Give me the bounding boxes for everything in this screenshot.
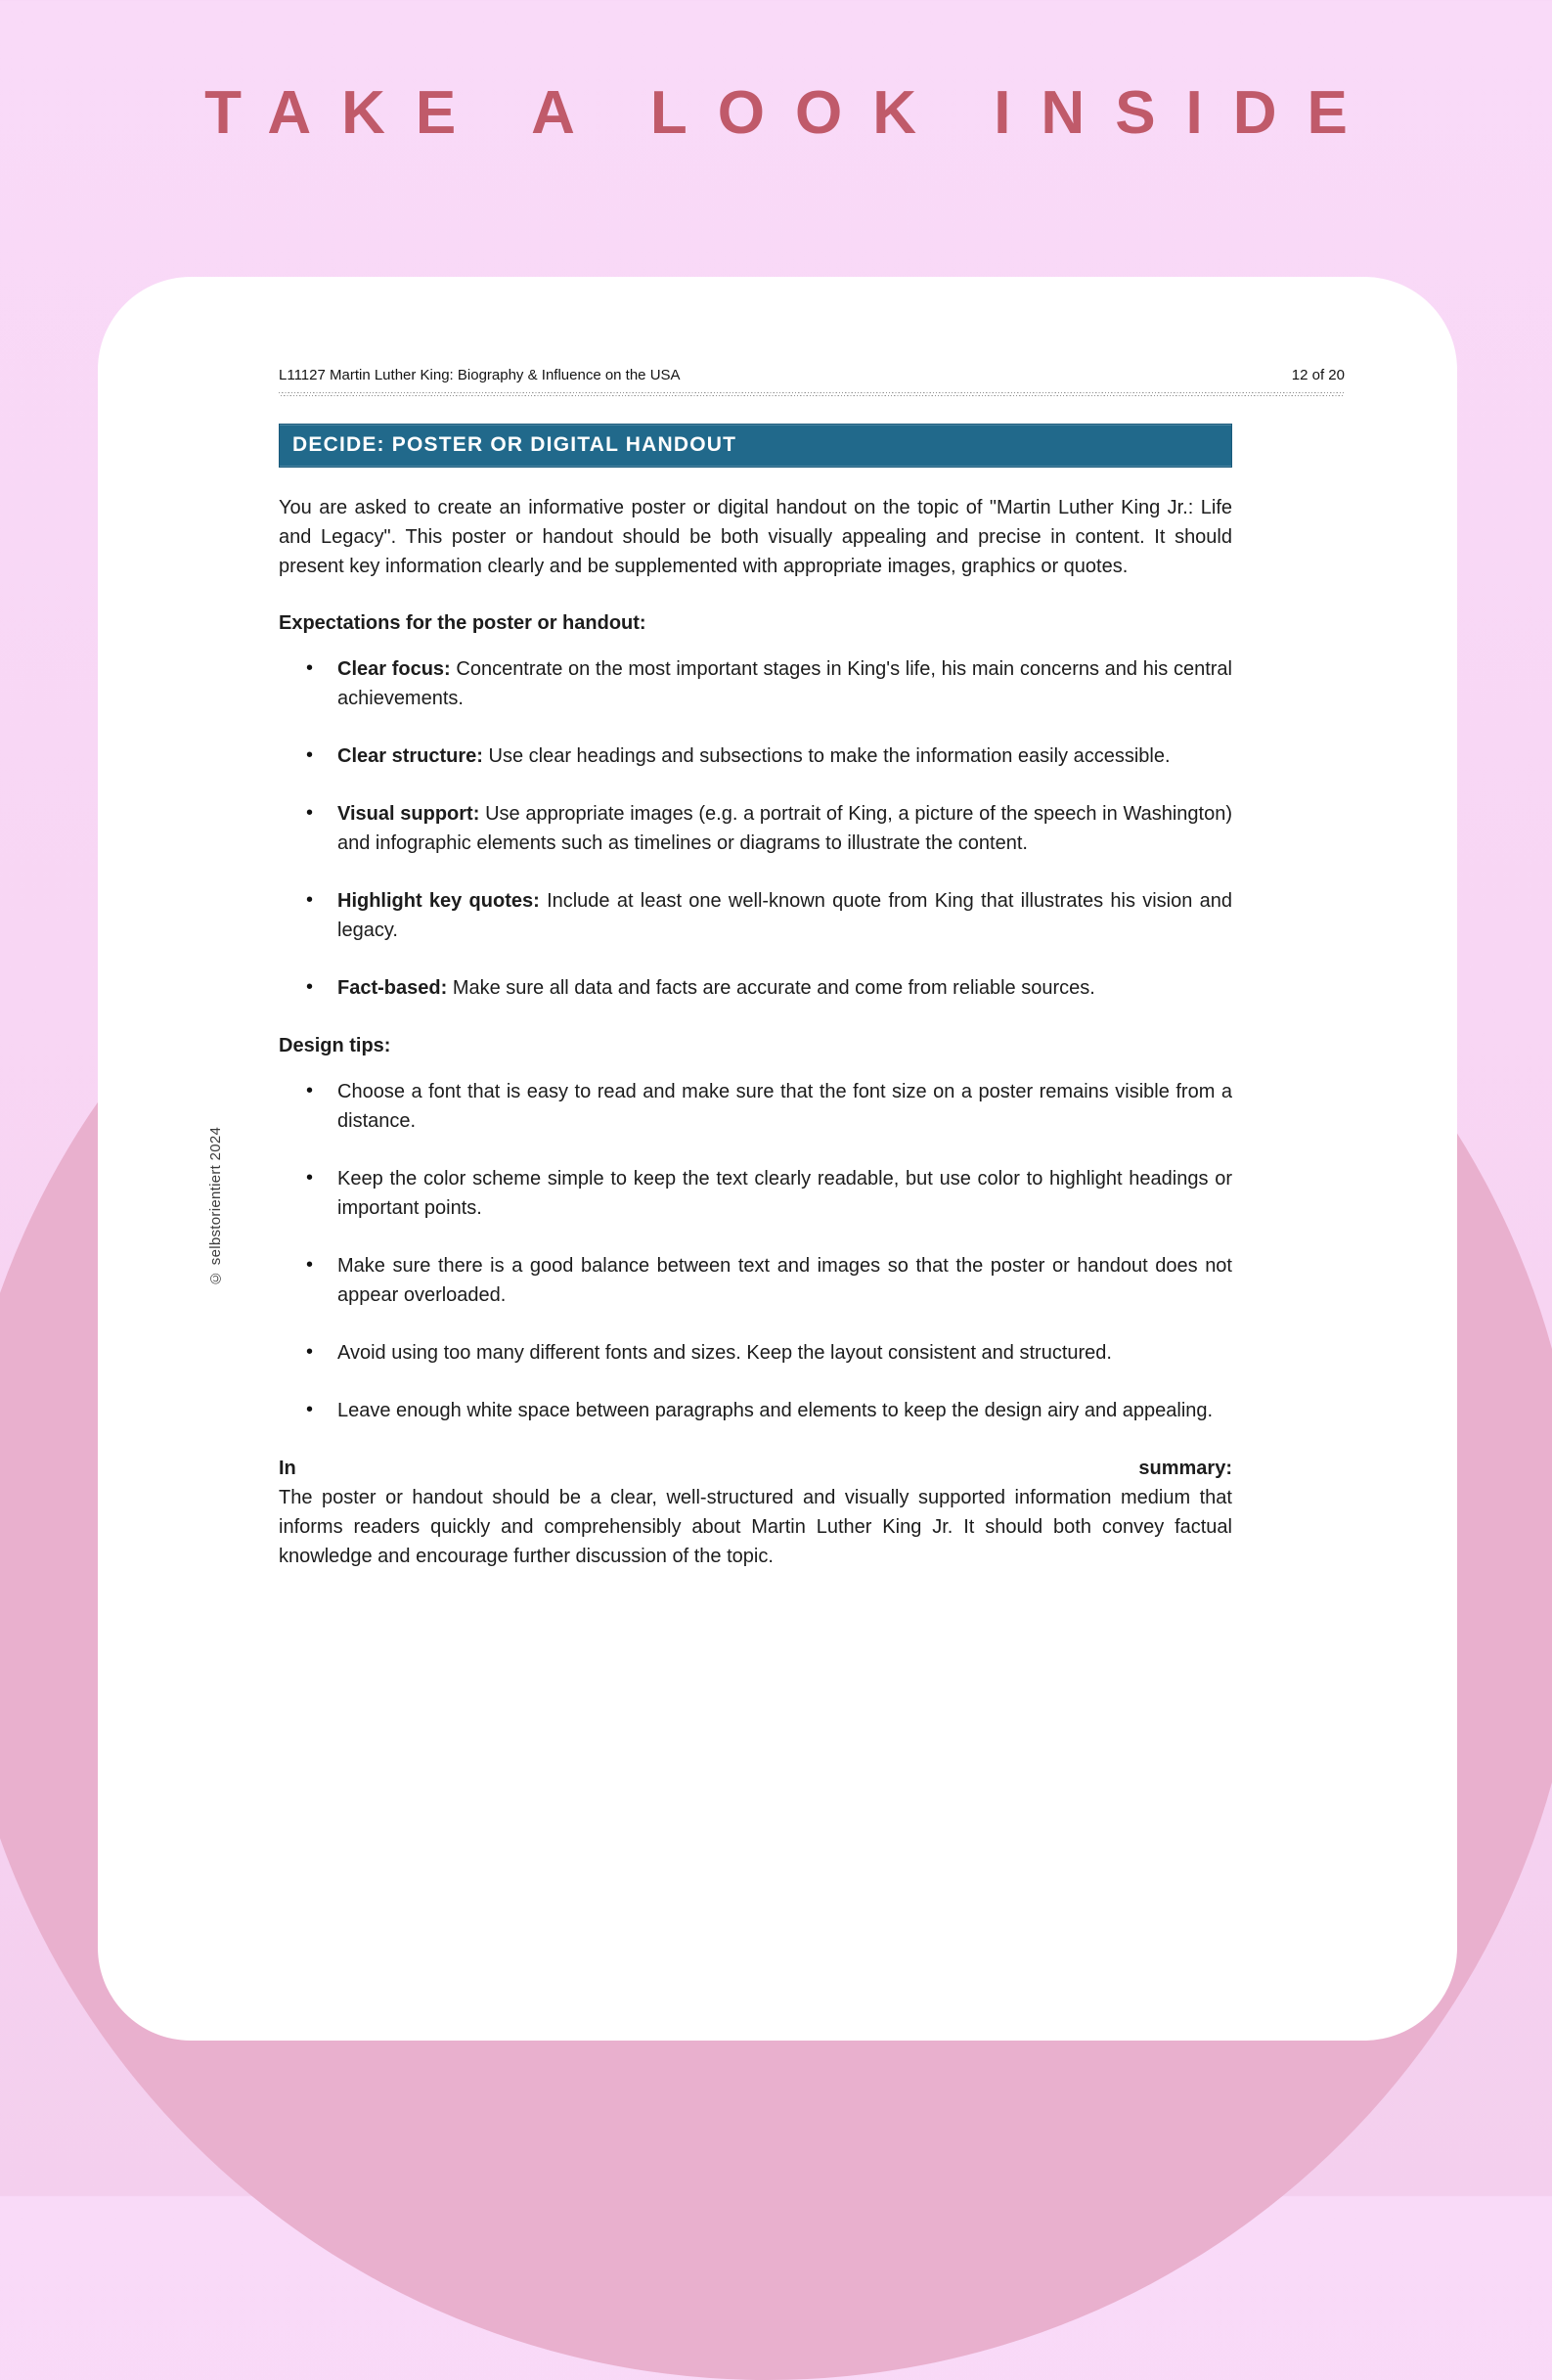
list-item — [279, 741, 1232, 771]
summary-heading — [279, 1454, 1232, 1483]
list-item — [279, 973, 1232, 1003]
document-header-title: L11127 Martin Luther King: Biography & Influence on the USA — [279, 367, 681, 383]
copyright-watermark: © selbstorientiert 2024 — [207, 1126, 224, 1286]
summary-label-right: summary: — [1138, 1458, 1232, 1479]
expectations-list — [279, 654, 1232, 1003]
list-item — [279, 654, 1232, 713]
intro-paragraph: You are asked to create an informative poster or digital handout on the topic of "Martin Luther King Jr.: Life and Legacy". This poster or handout should be both visually appealing and precise in content. It should present key information clearly and be supplemented with appropriate images, graphics or quotes. — [279, 497, 1232, 577]
document-card — [98, 277, 1457, 2041]
list-item — [279, 799, 1232, 858]
list-item — [279, 1251, 1232, 1310]
list-item-label: Clear focus: — [337, 658, 451, 680]
document-body — [279, 424, 1232, 1571]
document-page-number: 12 of 20 — [1291, 367, 1345, 383]
design-tips-heading: Design tips: — [279, 1035, 391, 1056]
list-item-text: Use clear headings and subsections to make the information easily accessible. — [488, 745, 1171, 767]
list-item — [279, 1077, 1232, 1136]
list-item-label: Clear structure: — [337, 745, 483, 767]
list-item — [279, 886, 1232, 945]
list-item-text: Leave enough white space between paragraphs and elements to keep the design airy and appealing. — [337, 1400, 1214, 1421]
list-item — [279, 1396, 1232, 1425]
list-item-text: Make sure there is a good balance between text and images so that the poster or handout does not appear overloaded. — [337, 1255, 1232, 1306]
list-item-label: Visual support: — [337, 803, 480, 825]
list-item-text: Make sure all data and facts are accurate and come from reliable sources. — [452, 977, 1095, 999]
list-item — [279, 1164, 1232, 1223]
list-item-text: Keep the color scheme simple to keep the text clearly readable, but use color to highlight headings or important points. — [337, 1168, 1232, 1219]
list-item — [279, 1338, 1232, 1368]
document-page — [279, 367, 1345, 1571]
list-item-text: Include at least one well-known quote from King that illustrates his vision and legacy. — [337, 890, 1233, 941]
list-item-text: Avoid using too many different fonts and sizes. Keep the layout consistent and structured. — [337, 1342, 1112, 1364]
banner-title: TAKE A LOOK INSIDE — [204, 79, 1378, 147]
design-tips-list — [279, 1077, 1232, 1425]
list-item-text: Choose a font that is easy to read and make sure that the font size on a poster remains visible from a distance. — [337, 1081, 1232, 1132]
header-divider — [279, 392, 1345, 396]
list-item-text: Concentrate on the most important stages in King's life, his main concerns and his central achievements. — [337, 658, 1232, 709]
summary-label-left: In — [279, 1458, 296, 1479]
list-item-text: Use appropriate images (e.g. a portrait of King, a picture of the speech in Washington) and infographic elements such as timelines or diagrams to illustrate the content. — [337, 803, 1232, 854]
list-item-label: Fact-based: — [337, 977, 448, 999]
summary-paragraph: The poster or handout should be a clear, well-structured and visually supported information medium that informs readers quickly and comprehensibly about Martin Luther King Jr. It should both convey factual knowledge and encourage further discussion of the topic. — [279, 1487, 1232, 1567]
document-header — [279, 367, 1345, 392]
section-title: DECIDE: POSTER OR DIGITAL HANDOUT — [292, 433, 737, 456]
section-title-bar — [279, 424, 1232, 468]
expectations-heading: Expectations for the poster or handout: — [279, 612, 646, 634]
list-item-label: Highlight key quotes: — [337, 890, 540, 912]
